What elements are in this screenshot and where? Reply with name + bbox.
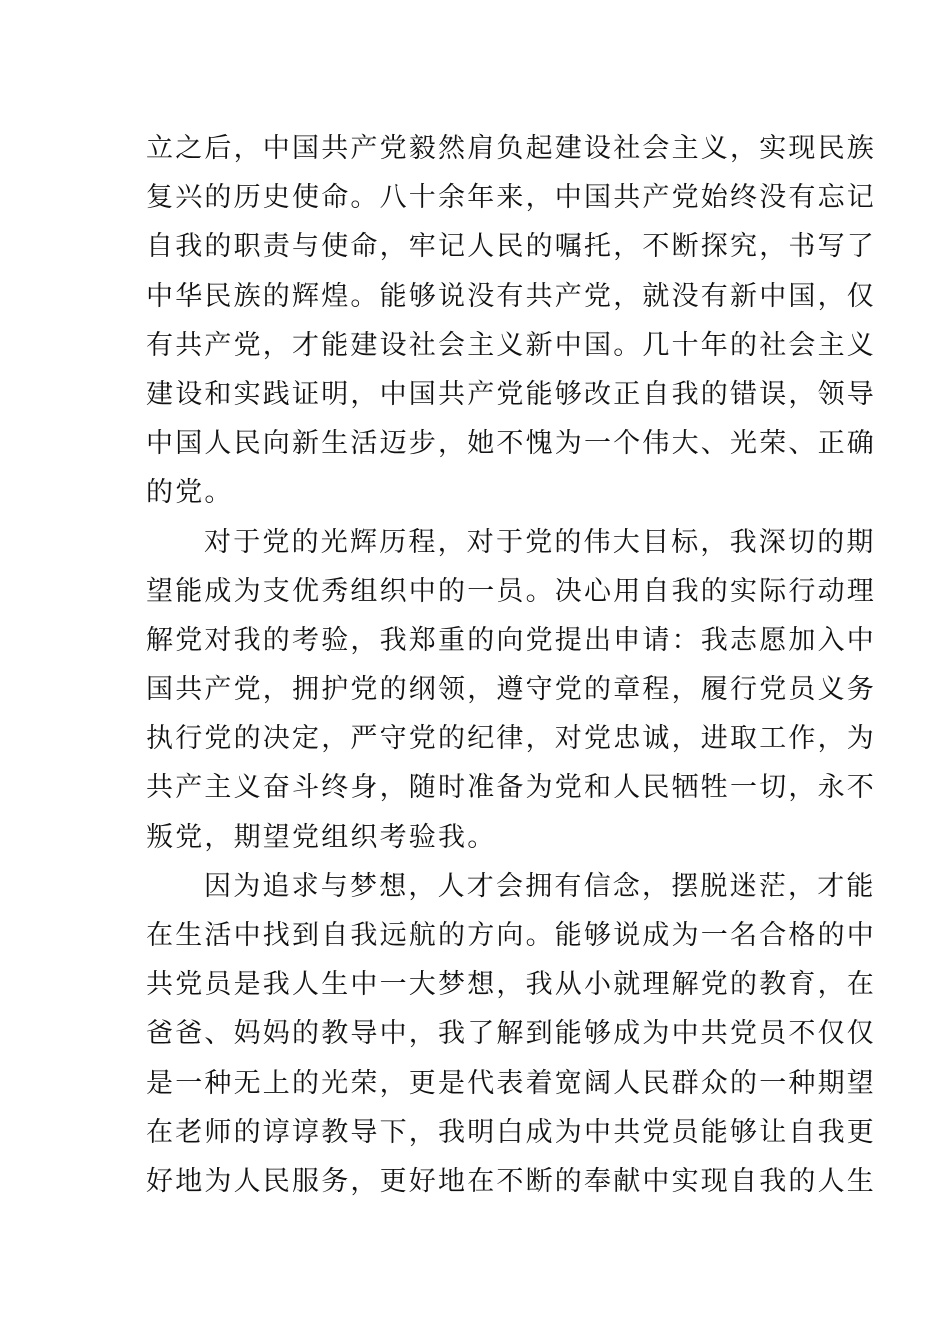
text-line: 望能成为支优秀组织中的一员。决心用自我的实际行动理 — [146, 575, 876, 607]
text-line: 在生活中找到自我远航的方向。能够说成为一名合格的中 — [146, 920, 876, 951]
text-line: 自我的职责与使命，牢记人民的嘱托，不断探究，书写了 — [146, 231, 876, 263]
text-line: 共党员是我人生中一大梦想，我从小就理解党的教育，在 — [146, 969, 876, 1001]
text-line: 执行党的决定，严守党的纪律，对党忠诚，进取工作，为 — [146, 723, 876, 755]
text-line: 复兴的历史使命。八十余年来，中国共产党始终没有忘记 — [146, 182, 876, 214]
paragraph-2 — [146, 518, 876, 862]
document-body — [146, 124, 876, 1206]
text-line: 解党对我的考验，我郑重的向党提出申请：我志愿加入中 — [146, 624, 876, 656]
text-line: 有共产党，才能建设社会主义新中国。几十年的社会主义 — [146, 329, 876, 361]
text-line: 的党。 — [146, 477, 234, 509]
text-line: 共产主义奋斗终身，随时准备为党和人民牺牲一切，永不 — [146, 772, 876, 804]
text-line: 中华民族的辉煌。能够说没有共产党，就没有新中国，仅 — [146, 280, 876, 312]
text-line: 建设和实践证明，中国共产党能够改正自我的错误，领导 — [146, 378, 876, 410]
text-line: 爸爸、妈妈的教导中，我了解到能够成为中共党员不仅仅 — [146, 1018, 876, 1050]
text-line: 在老师的谆谆教导下，我明白成为中共党员能够让自我更 — [146, 1116, 876, 1148]
text-line: 中国人民向新生活迈步，她不愧为一个伟大、光荣、正确 — [146, 428, 876, 460]
text-line: 因为追求与梦想，人才会拥有信念，摆脱迷茫，才能 — [204, 870, 876, 902]
text-line: 好地为人民服务，更好地在不断的奉献中实现自我的人生 — [146, 1165, 876, 1197]
text-line: 立之后，中国共产党毅然肩负起建设社会主义，实现民族 — [146, 133, 876, 164]
paragraph-3 — [146, 862, 876, 1206]
text-line: 对于党的光辉历程，对于党的伟大目标，我深切的期 — [204, 526, 876, 558]
text-line: 国共产党，拥护党的纲领，遵守党的章程，履行党员义务 — [146, 674, 876, 706]
text-line: 是一种无上的光荣，更是代表着宽阔人民群众的一种期望 — [146, 1067, 876, 1099]
paragraph-1 — [146, 124, 876, 518]
text-line: 叛党，期望党组织考验我。 — [146, 821, 497, 853]
